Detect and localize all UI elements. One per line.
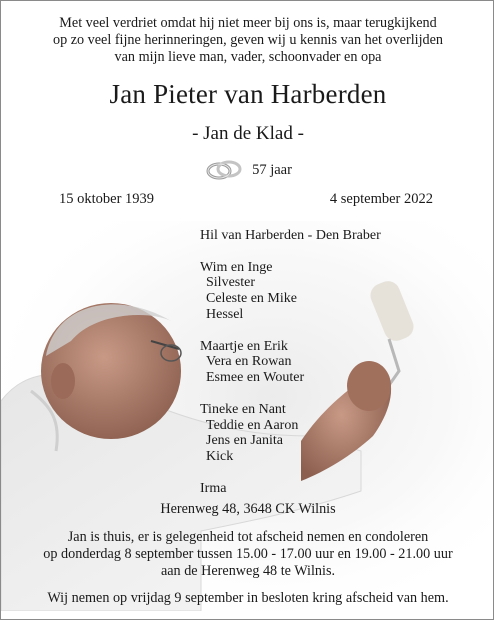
- spouse-name: Hil van Harberden - Den Braber: [200, 228, 381, 243]
- family-member: Esmee en Wouter: [206, 370, 305, 386]
- family-group-head: Maartje en Erik: [200, 338, 288, 354]
- condolence-line: Jan is thuis, er is gelegenheid tot afscheid nemen en condoleren: [67, 529, 429, 545]
- address: Herenweg 48, 3648 CK Wilnis: [160, 501, 336, 517]
- farewell-text: Wij nemen op vrijdag 9 september in besloten kring afscheid van hem.: [47, 590, 449, 606]
- date-of-birth: 15 oktober 1939: [59, 191, 155, 207]
- family-member: Vera en Rowan: [206, 354, 292, 370]
- intro-line: Met veel verdriet omdat hij niet meer bij ons is, maar terugkijkend: [59, 15, 437, 31]
- deceased-nickname: - Jan de Klad -: [192, 123, 304, 144]
- age-label: 57 jaar: [252, 161, 292, 178]
- family-member: Silvester: [206, 275, 255, 291]
- condolence-line: op donderdag 8 september tussen 15.00 - 17.00 uur en 19.00 - 21.00 uur: [43, 546, 453, 562]
- family-group-head: Tineke en Nant: [200, 401, 286, 417]
- condolence-line: aan de Herenweg 48 te Wilnis.: [160, 563, 336, 579]
- family-member: Celeste en Mike: [206, 291, 297, 307]
- date-of-death: 4 september 2022: [329, 191, 433, 207]
- intro-line: op zo veel fijne herinneringen, geven wij u kennis van het overlijden: [52, 32, 444, 48]
- age-row: [1, 159, 494, 181]
- family-last-name: Irma: [200, 480, 227, 496]
- family-member: Jens en Janita: [206, 433, 283, 449]
- family-member: Hessel: [206, 306, 244, 322]
- family-group-head: Wim en Inge: [200, 259, 273, 275]
- deceased-name: Jan Pieter van Harberden: [109, 79, 387, 109]
- intro-text: [1, 15, 494, 66]
- family-list: [200, 228, 381, 497]
- condolence-text: [1, 529, 494, 580]
- family-member: Teddie en Aaron: [206, 417, 299, 433]
- family-member: Kick: [206, 449, 234, 465]
- wedding-rings-icon: [204, 159, 244, 181]
- intro-line: van mijn lieve man, vader, schoonvader en opa: [114, 49, 382, 65]
